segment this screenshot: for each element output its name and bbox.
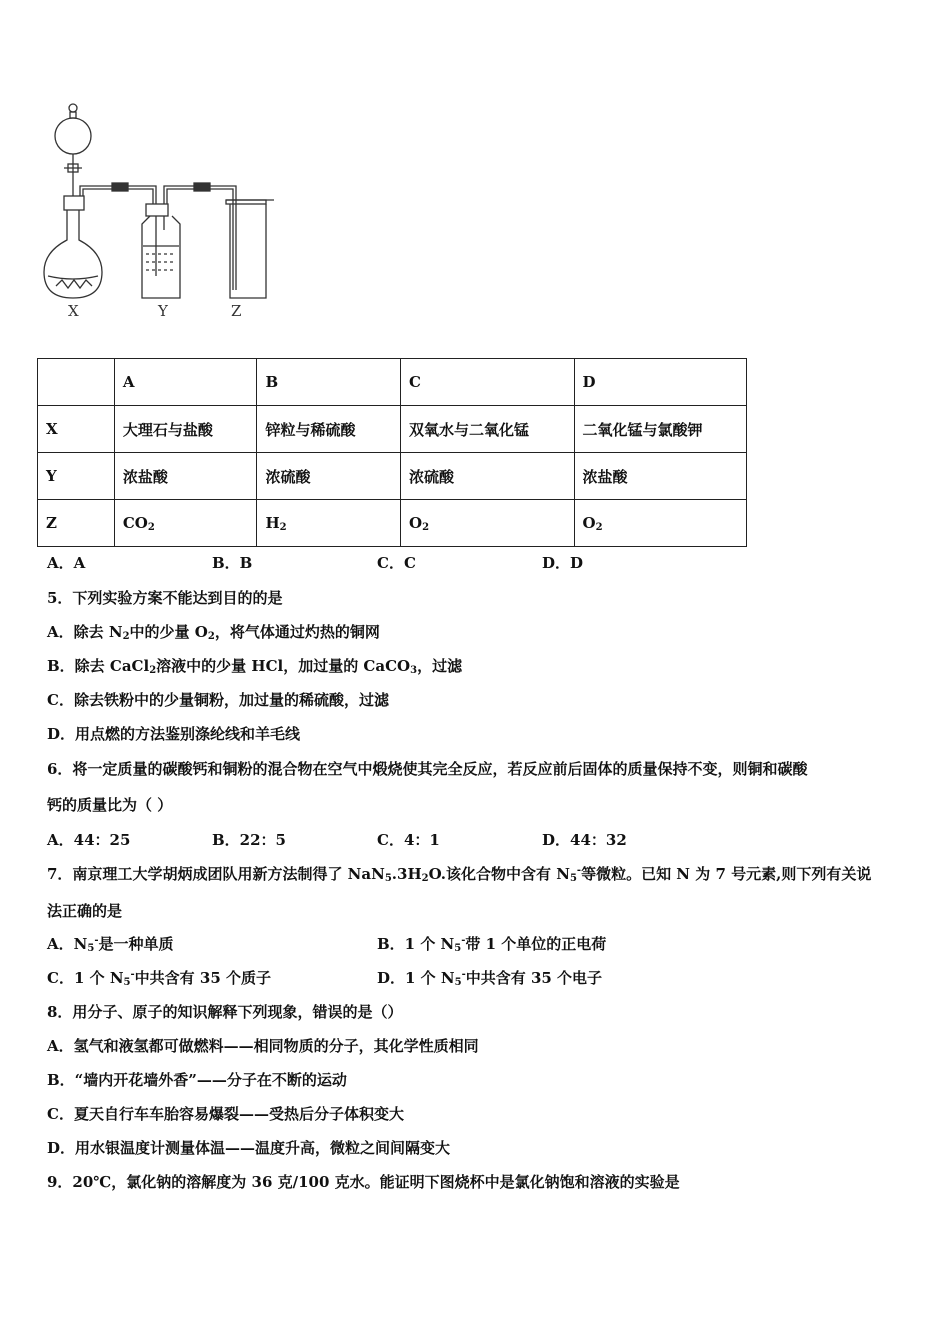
- q6-choice-c: C．4：1: [377, 831, 440, 849]
- options-table: [37, 358, 747, 547]
- q7-stem-line1: 7．南京理工大学胡炳成团队用新方法制得了 $NaN_5.3H_2O$.该化合物中含有 $N_5^-$等微粒。已知 N 为 7 号元素,则下列有关说: [47, 865, 872, 884]
- q5-option-b: B．除去 CaCl$_2$溶液中的少量 HCl，加过量的 CaCO$_3$，过滤: [47, 657, 463, 676]
- table-header-row: [38, 359, 747, 406]
- row-label: Y: [38, 453, 115, 500]
- q9-stem: 9．20℃，氯化钠的溶解度为 36 克/100 克水。能证明下图烧杯中是氯化钠饱和溶液的实验是: [47, 1173, 680, 1191]
- row-label: X: [38, 406, 115, 453]
- q4-choice-a: A．A: [47, 554, 86, 572]
- q8-stem: 8．用分子、原子的知识解释下列现象，错误的是（）: [47, 1003, 403, 1021]
- q7-option-b: B．1 个 $N_5^-$带 1 个单位的正电荷: [377, 935, 607, 954]
- q6-choice-b: B．22：5: [212, 831, 286, 849]
- q5-option-a: A．除去 $N_2$中的少量 $O_2$，将气体通过灼热的铜网: [47, 623, 380, 642]
- q4-choices: [47, 552, 583, 573]
- table-row: [38, 406, 747, 453]
- table-cell: 浓硫酸: [401, 453, 574, 500]
- table-header-cell: D: [574, 359, 747, 406]
- table-cell: 浓硫酸: [257, 453, 401, 500]
- q7-option-a: A．$N_5^-$是一种单质: [47, 935, 174, 954]
- q4-choice-c: C．C: [377, 554, 416, 572]
- table-row: [38, 453, 747, 500]
- table-row: [38, 500, 747, 547]
- q7-stem-line2: 法正确的是: [47, 902, 123, 920]
- q6-choice-d: D．44：32: [542, 831, 627, 849]
- q7-option-c: C．1 个 $N_5^-$中共含有 35 个质子: [47, 969, 271, 988]
- q8-option-d: D．用水银温度计测量体温——温度升高，微粒之间间隔变大: [47, 1139, 451, 1157]
- q6-stem-line1: 6．将一定质量的碳酸钙和铜粉的混合物在空气中煅烧使其完全反应，若反应前后固体的质量保持不变，则铜和碳酸: [47, 760, 808, 778]
- table-header-cell: [38, 359, 115, 406]
- q8-option-c: C．夏天自行车车胎容易爆裂——受热后分子体积变大: [47, 1105, 404, 1123]
- figure-label-z: Z: [231, 302, 242, 320]
- table-cell: 浓盐酸: [114, 453, 257, 500]
- q6-choices: [47, 829, 627, 850]
- q8-option-a: A．氢气和液氢都可做燃料——相同物质的分子，其化学性质相同: [47, 1037, 479, 1055]
- table-cell: 二氧化锰与氯酸钾: [574, 406, 747, 453]
- table-cell: 双氧水与二氧化锰: [401, 406, 574, 453]
- q5-option-d: D．用点燃的方法鉴别涤纶线和羊毛线: [47, 725, 301, 743]
- figure-label-y: Y: [158, 302, 168, 320]
- q8-option-b: B．“墙内开花墙外香”——分子在不断的运动: [47, 1071, 347, 1089]
- table-header-cell: B: [257, 359, 401, 406]
- table-cell: $O_2$: [574, 500, 747, 547]
- table-cell: 浓盐酸: [574, 453, 747, 500]
- q5-option-c: C．除去铁粉中的少量铜粉，加过量的稀硫酸，过滤: [47, 691, 389, 709]
- table-header-cell: C: [401, 359, 574, 406]
- table-header-cell: A: [114, 359, 257, 406]
- table-cell: 锌粒与稀硫酸: [257, 406, 401, 453]
- q6-stem-line2: 钙的质量比为（ ）: [47, 796, 173, 814]
- row-label: Z: [38, 500, 115, 547]
- q4-choice-b: B．B: [212, 554, 253, 572]
- q6-choice-a: A．44：25: [47, 831, 131, 849]
- figure-label-x: X: [68, 302, 79, 320]
- q4-choice-d: D．D: [542, 554, 584, 572]
- q5-stem: 5．下列实验方案不能达到目的的是: [47, 589, 283, 607]
- q7-option-d: D．1 个 $N_5^-$中共含有 35 个电子: [377, 969, 603, 988]
- table-cell: 大理石与盐酸: [114, 406, 257, 453]
- table-cell: $CO_2$: [114, 500, 257, 547]
- apparatus-figure: [30, 100, 290, 325]
- table-cell: $O_2$: [401, 500, 574, 547]
- table-cell: $H_2$: [257, 500, 401, 547]
